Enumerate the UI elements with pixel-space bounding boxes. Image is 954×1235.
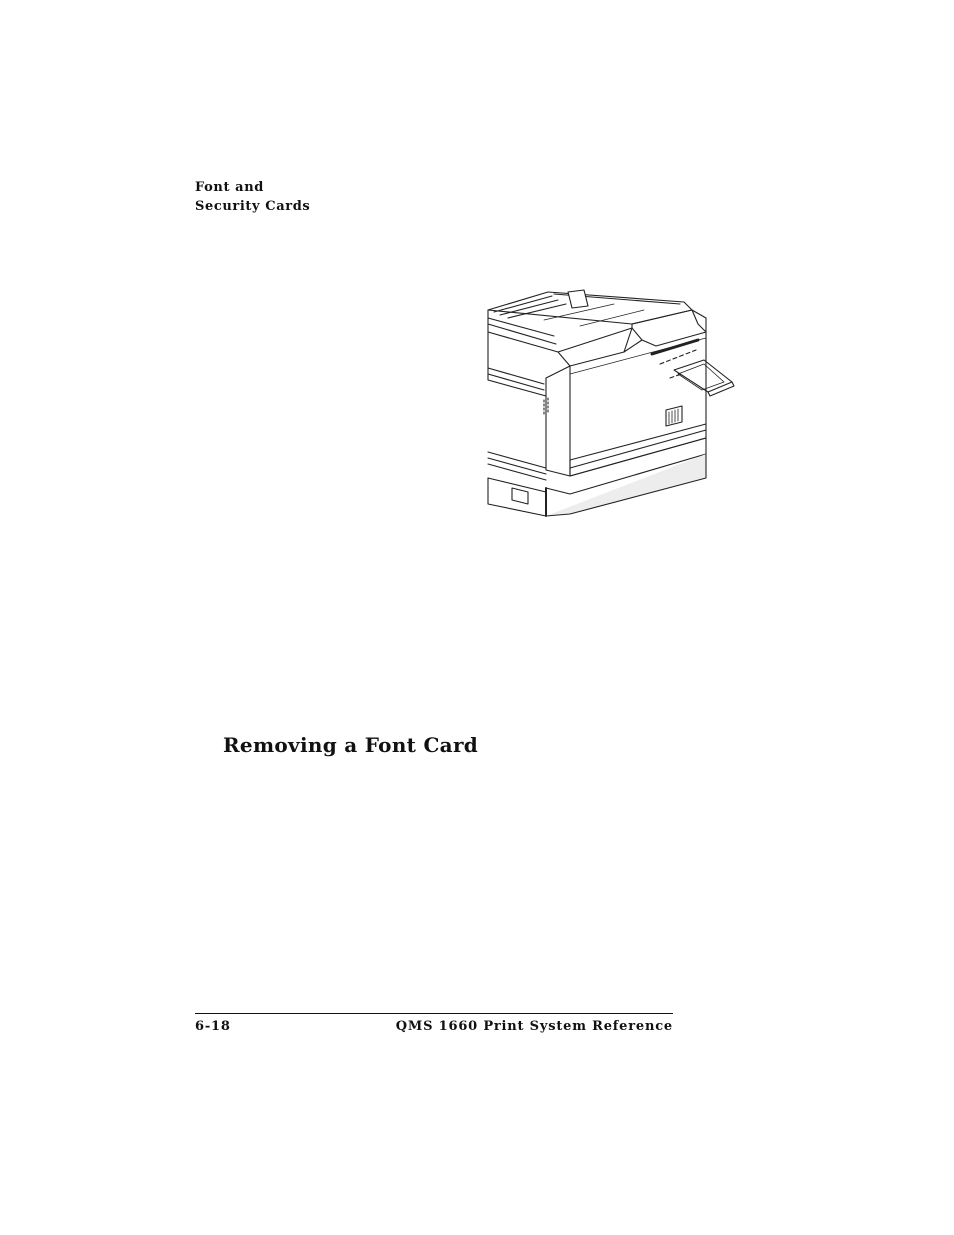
section-label-line-1: Font and [195, 180, 264, 195]
footer-divider [195, 1013, 673, 1014]
document-title: QMS 1660 Print System Reference [395, 1019, 673, 1034]
page-number: 6-18 [195, 1019, 231, 1034]
section-heading: Removing a Font Card [223, 733, 479, 757]
printer-font-card-illustration [484, 282, 740, 518]
section-label-line-2: Security Cards [195, 199, 311, 214]
section-label [195, 178, 310, 216]
